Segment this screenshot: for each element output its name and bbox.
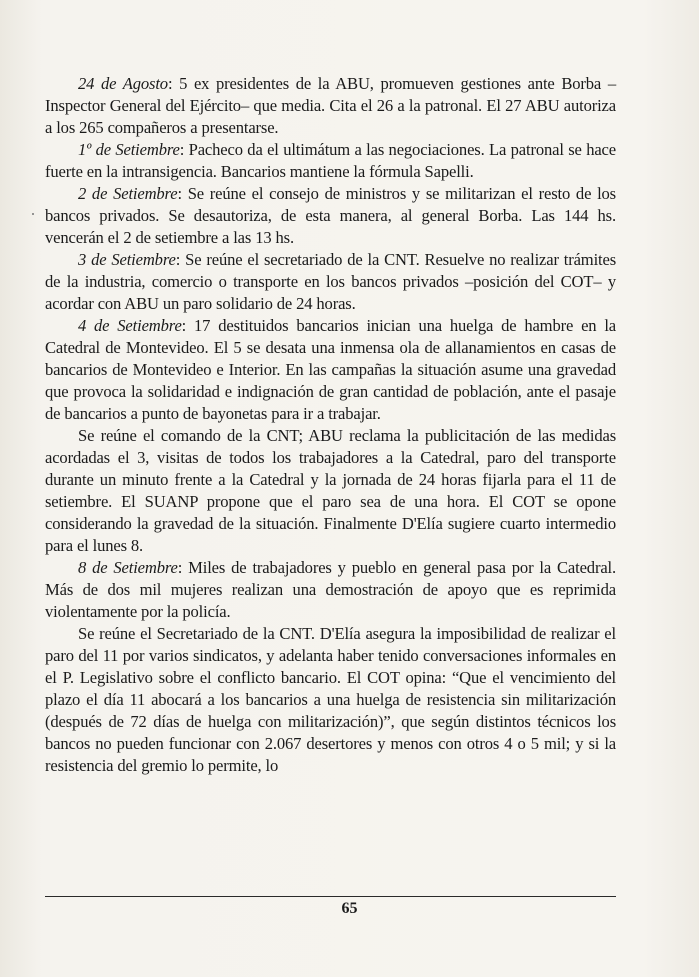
paragraph-sep-1 [45, 139, 616, 183]
page-number: 65 [341, 900, 358, 917]
date-heading: 3 de Setiembre [78, 250, 176, 269]
paragraph-text: : 17 destituidos bancarios inician una huelga de hambre en la Catedral de Montevideo. El 5 se desata una inmensa ola de allanamientos en casas de bancarios de Montevideo e Interior. En las campañas la situación asume una gravedad que provoca la solidaridad e indignación de gran cantidad de población, ante el pasaje de bancarios a punto de bayonetas para ir a trabajar. [45, 316, 616, 423]
paragraph-cnt-secretariat [45, 623, 616, 777]
paragraph-aug-24 [45, 73, 616, 139]
paragraph-text: Se reúne el Secretariado de la CNT. D'Elía asegura la imposibilidad de realizar el paro del 11 por varios sindicatos, y adelanta haber tenido conversaciones informales en el P. Legislativo sobre el conflicto bancario. El COT opina: “Que el vencimiento del plazo el día 11 abocará a los bancarios a una huelga de resistencia sin militarización (después de 72 días de huelga con militarización)”, que según distintos técnicos los bancos no pueden funcionar con 2.067 desertores y menos con otros 4 o 5 mil; y si la resistencia del gremio lo permite, lo [45, 624, 616, 775]
date-heading: 4 de Setiembre [78, 316, 182, 335]
date-heading: 1º de Setiembre [78, 140, 180, 159]
date-heading: 24 de Agosto [78, 74, 168, 93]
paragraph-text: Se reúne el comando de la CNT; ABU reclama la publicitación de las medidas acordadas el 3, visitas de todos los trabajadores a la Catedral, paro del transporte durante un minuto frente a la Catedral y la jornada de 24 horas fijarla para el 11 de setiembre. El SUANP propone que el paro sea de una hora. El COT se opone considerando la gravedad de la situación. Finalmente D'Elía sugiere cuarto intermedio para el lunes 8. [45, 426, 616, 555]
date-heading: 2 de Setiembre [78, 184, 178, 203]
footer-rule [45, 896, 616, 897]
paper-speck [32, 213, 34, 215]
paragraph-text: : Se reúne el secretariado de la CNT. Resuelve no realizar trámites de la industria, comercio o transporte en los bancos privados –posición del COT– y acordar con ABU un paro solidario de 24 horas. [45, 250, 617, 313]
body-text [45, 73, 616, 777]
paragraph-text: : Miles de trabajadores y pueblo en general pasa por la Catedral. Más de dos mil mujeres realizan una demostración de apoyo que es reprimida violentamente por la policía. [45, 558, 616, 621]
paragraph-sep-3 [45, 249, 616, 315]
paragraph-sep-4 [45, 315, 616, 425]
paragraph-text: : 5 ex presidentes de la ABU, promueven gestiones ante Borba –Inspector General del Ejército– que media. Cita el 26 a la patronal. El 27 ABU autoriza a los 265 compañeros a presentarse. [45, 74, 616, 137]
paragraph-sep-2 [45, 183, 616, 249]
date-heading: 8 de Setiembre [78, 558, 178, 577]
paragraph-sep-8 [45, 557, 616, 623]
paragraph-cnt-command [45, 425, 616, 557]
paragraph-text: : Pacheco da el ultimátum a las negociaciones. La patronal se hace fuerte en la intransigencia. Bancarios mantiene la fórmula Sapelli. [45, 140, 616, 181]
paragraph-text: : Se reúne el consejo de ministros y se militarizan el resto de los bancos privados. Se desautoriza, de esta manera, al general Borba. Las 144 hs. vencerán el 2 de setiembre a las 13 hs. [45, 184, 616, 247]
